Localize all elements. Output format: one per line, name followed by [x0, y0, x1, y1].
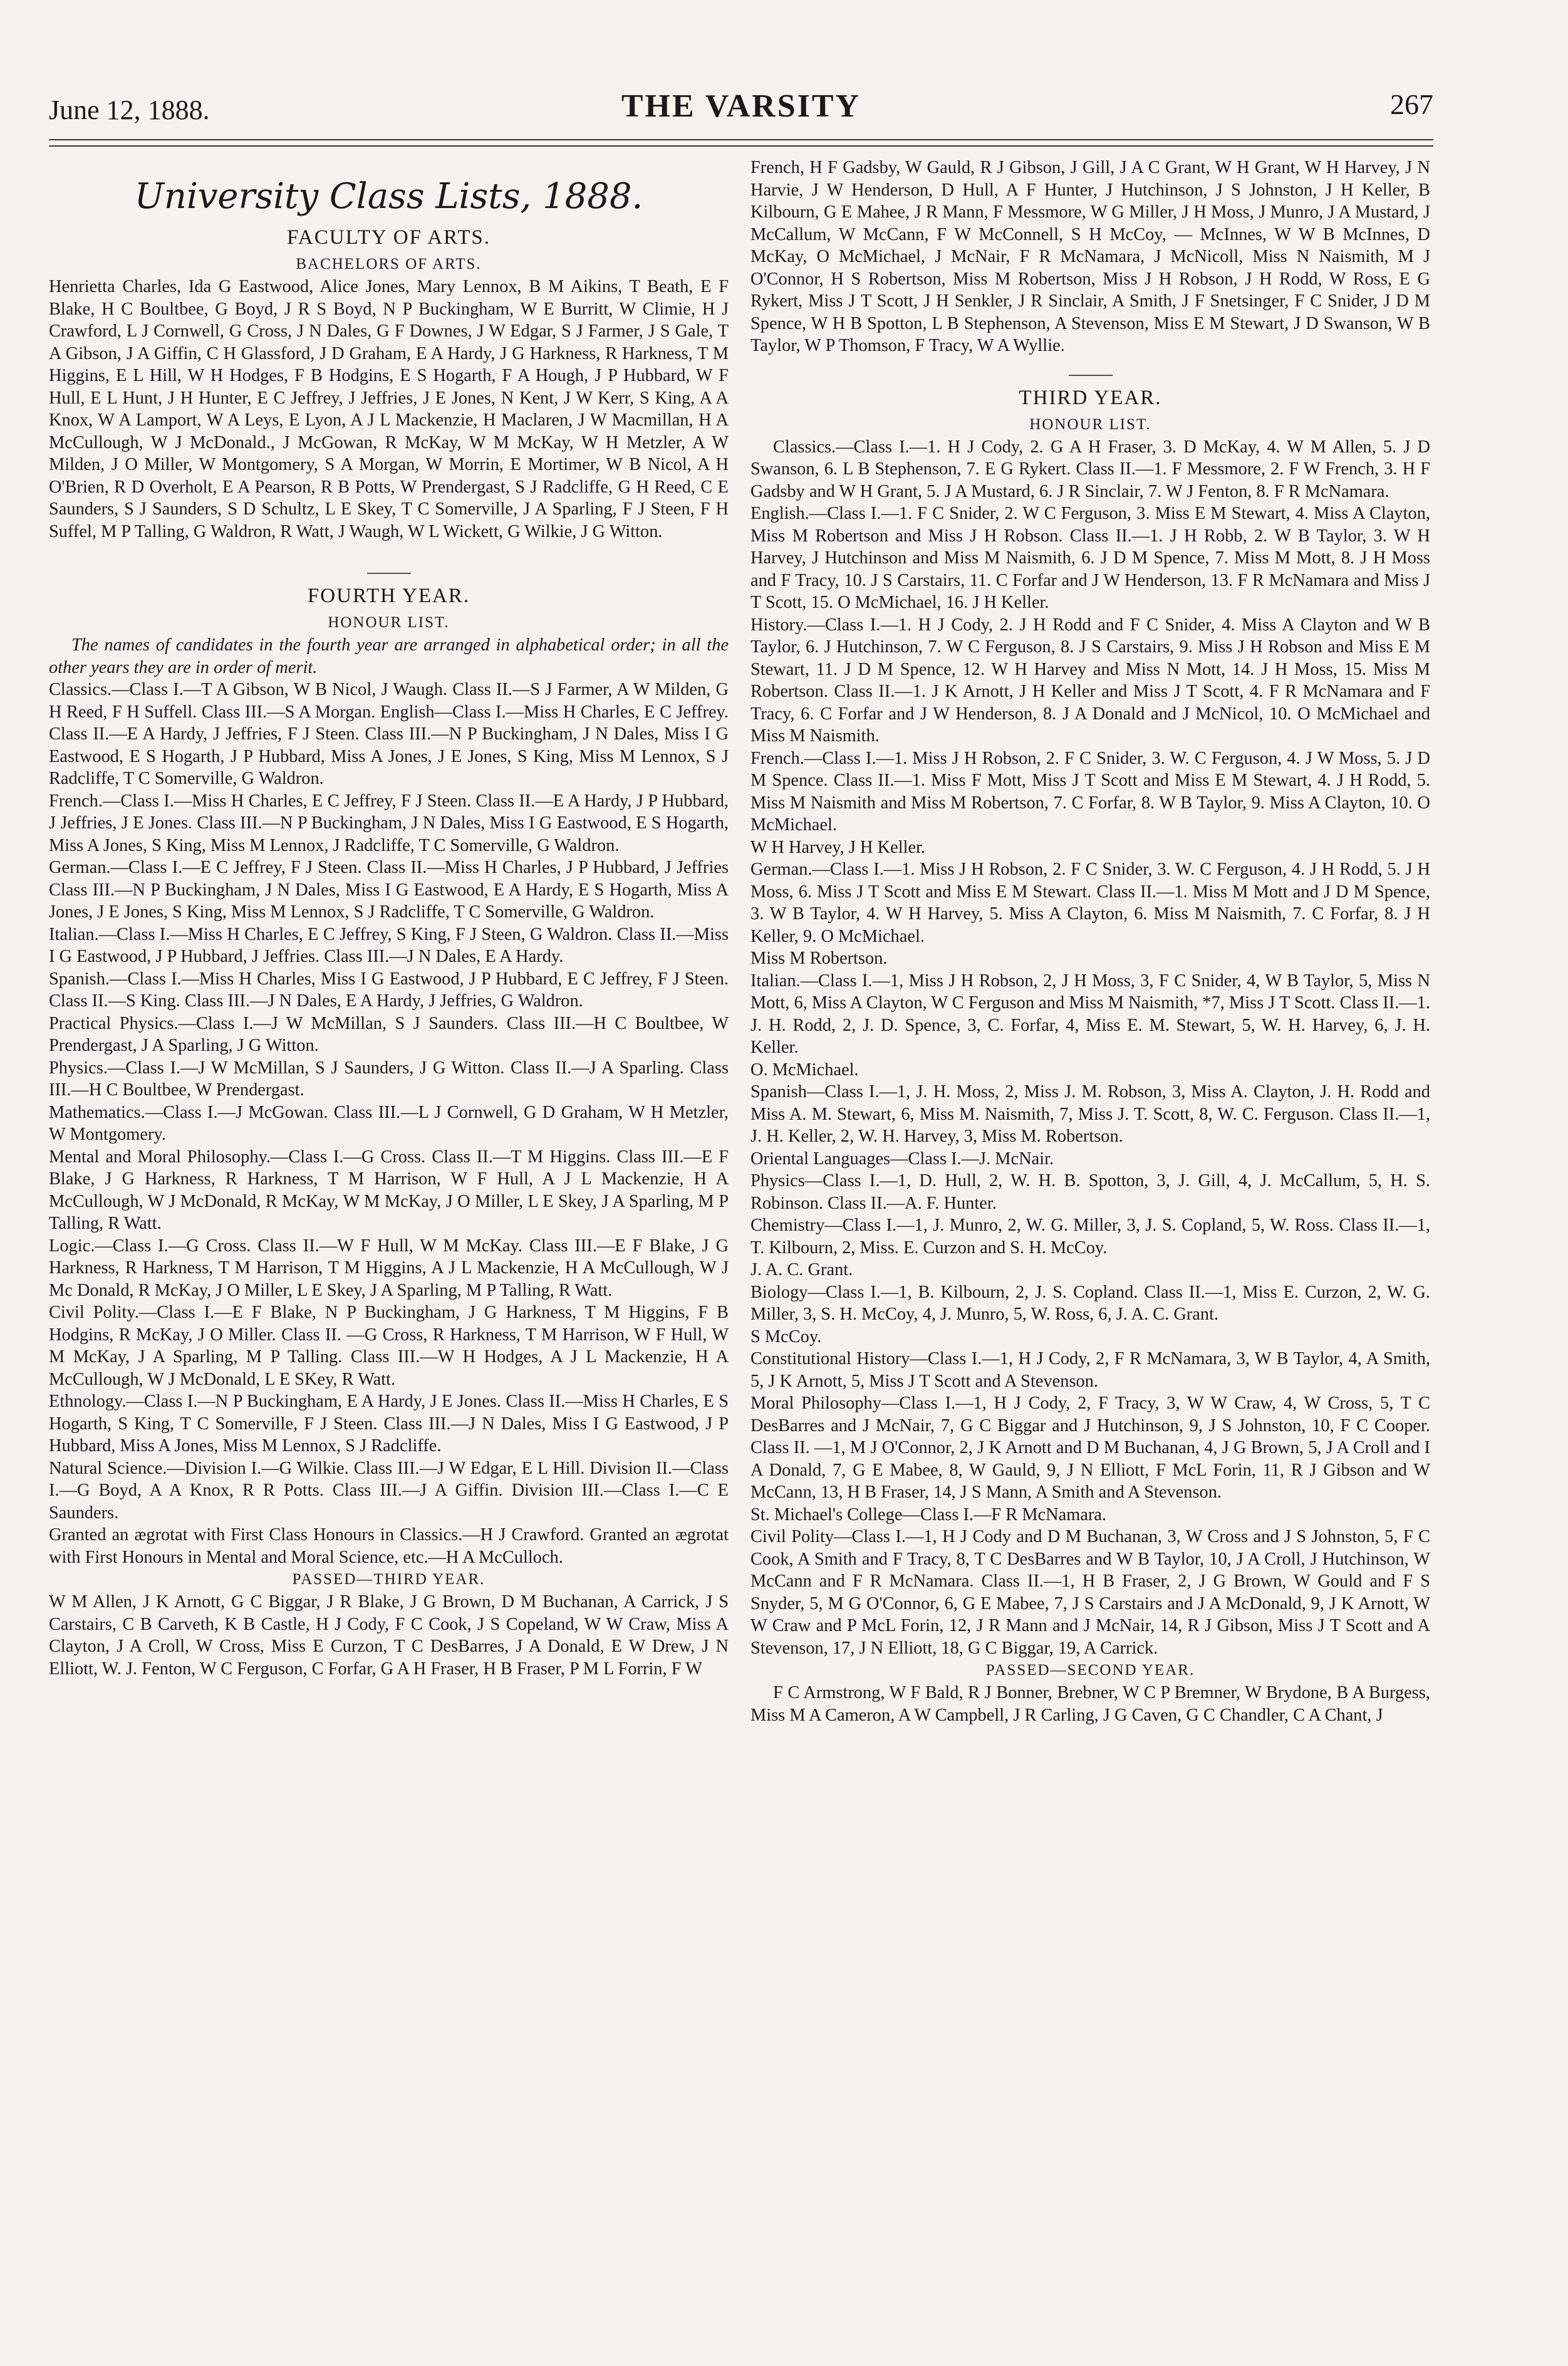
fourth-year-heading: FOURTH YEAR. [307, 585, 470, 607]
paragraph: English.—Class I.—1. F C Snider, 2. W C Ferguson, 3. Miss E M Stewart, 4. Miss A Clayton, Miss M Robertson and Miss J H Robson. Class II.—1. J H Robb, 2. W B Taylor, 3. W H Harvey, J Hutchinson and Miss M Naismith, 6. J D M Spence, 7. Miss M Mott, 8. J H Moss and F Tracy, 10. J S Carstairs, 11. C Forfar and J W Henderson, 13. F R McNamara and Miss J T Scott, 15. O McMichael, 16. J H Keller. [750, 504, 1430, 612]
left-column [49, 157, 729, 2350]
paragraph: Italian.—Class I.—1, Miss J H Robson, 2, J H Moss, 3, F C Snider, 4, W B Taylor, 5, Miss N Mott, 6, Miss A Clayton, W C Ferguson and Miss M Naismith, *7, Miss J T Scott. Class II.—1. J. H. Rodd, 2, J. D. Spence, 3, C. Forfar, 4, Miss E. M. Stewart, 5, W. H. Harvey, 6, J. H. Keller. [750, 971, 1430, 1057]
header-rule [49, 139, 1433, 140]
paragraph: W H Harvey, J H Keller. [750, 837, 926, 857]
paragraph: French, H F Gadsby, W Gauld, R J Gibson, J Gill, J A C Grant, W H Grant, W H Harvey, J N Harvie, J W Henderson, D Hull, A F Hunter, J Hutchinson, J S Johnston, J H Keller, B Kilbourn, G E Mahee, J R Mann, F Messmore, W G Miller, J H Moss, J Munro, J A Mustard, J McCallum, W McCann, F W McConnell, S H McCoy, — McInnes, W W B McInnes, D McKay, O McMichael, J McNair, F R McNamara, J McNicoll, Miss N Naismith, M J O'Connor, H S Robertson, Miss M Robertson, Miss J H Robson, J H Rodd, W Ross, E G Rykert, Miss J T Scott, J H Senkler, J R Sinclair, A Smith, J F Snetsinger, F C Snider, J D M Spence, W H B Spotton, L B Stephenson, A Stevenson, Miss E M Stewart, J D Swanson, W B Taylor, W P Thomson, F Tracy, W A Wyllie. [750, 158, 1430, 355]
paragraph: W M Allen, J K Arnott, G C Biggar, J R Blake, J G Brown, D M Buchanan, A Carrick, J S Carstairs, C B Carveth, K B Castle, H J Cody, F C Cook, J S Copeland, W W Craw, Miss A Clayton, J A Croll, W Cross, Miss E Curzon, T C DesBarres, J A Donald, E W Drew, J N Elliott, W. J. Fenton, W C Ferguson, C Forfar, G A H Fraser, H B Fraser, P M L Forrin, F W [49, 1592, 729, 1679]
paragraph: Civil Polity.—Class I.—E F Blake, N P Buckingham, J G Harkness, T M Higgins, F B Hodgins, R McKay, J O Miller. Class II. —G Cross, R Harkness, T M Harrison, W F Hull, W M McKay, J A Sparling, M P Talling. Class III.—W H Hodges, A J L Mackenzie, H A McCullough, W J McDonald, L E SKey, R Watt. [49, 1303, 729, 1389]
paragraph: Physics—Class I.—1, D. Hull, 2, W. H. B. Spotton, 3, J. Gill, 4, J. McCallum, 5, H. S. Robinson. Class II.—A. F. Hunter. [750, 1171, 1430, 1213]
paragraph: Spanish—Class I.—1, J. H. Moss, 2, Miss J. M. Robson, 3, Miss A. Clayton, J. H. Rodd and Miss A. M. Stewart, 6, Miss M. Naismith, 7, Miss J. T. Scott, 8, W. C. Ferguson. Class II.—1, J. H. Keller, 2, W. H. Harvey, 3, Miss M. Robertson. [750, 1082, 1430, 1146]
divider [1069, 375, 1113, 376]
paragraph: French.—Class I.—Miss H Charles, E C Jeffrey, F J Steen. Class II.—E A Hardy, J P Hubbard, J Jeffries, J E Jones. Class III.—N P Buckingham, J N Dales, Miss I G Eastwood, E S Hogarth, Miss A Jones, S King, Miss M Lennox, J Radcliffe, T C Somerville, G Waldron. [49, 791, 729, 855]
paragraph: German.—Class I.—E C Jeffrey, F J Steen. Class II.—Miss H Charles, J P Hubbard, J Jeffries Class III.—N P Buckingham, J N Dales, Miss I G Eastwood, E A Hardy, E S Hogarth, Miss A Jones, J E Jones, S King, Miss M Lennox, S J Radcliffe, T C Somerville, G Waldron. [49, 858, 729, 922]
paragraph: Physics.—Class I.—J W McMillan, S J Saunders, J G Witton. Class II.—J A Sparling. Class III.—H C Boultbee, W Prendergast. [49, 1058, 729, 1100]
paragraph: Moral Philosophy—Class I.—1, H J Cody, 2, F Tracy, 3, W W Craw, 4, W Cross, 5, T C DesBarres and J McNair, 7, G C Biggar and J Hutchinson, 9, J S Johnston, 10, F C Cooper. Class II. —1, M J O'Connor, 2, J K Arnott and D M Buchanan, 4, J G Brown, 5, J A Croll and I A Donald, 7, G E Mabee, 8, W Gauld, 9, J N Elliott, F McL Forin, 11, R J Gibson and W McCann, 13, H B Fraser, 14, J S Mann, A Smith and A Stevenson. [750, 1394, 1430, 1502]
passed-third-year-heading: PASSED—THIRD YEAR. [292, 1571, 485, 1588]
paragraph: S McCoy. [750, 1326, 822, 1347]
right-column [750, 157, 1430, 2350]
third-year-heading: THIRD YEAR. [1019, 386, 1162, 409]
paragraph: Granted an ægrotat with First Class Honours in Classics.—H J Crawford. Granted an ægrotat with First Honours in Mental and Moral Science, etc.—H A McCulloch. [49, 1525, 729, 1567]
paragraph: Miss M Robertson. [750, 949, 888, 968]
page-header [49, 88, 1433, 138]
paragraph: J. A. C. Grant. [750, 1260, 853, 1279]
paragraph: Italian.—Class I.—Miss H Charles, E C Jeffrey, S King, F J Steen, G Waldron. Class II.—Miss I G Eastwood, J P Hubbard, J Jeffries. Class III.—J N Dales, E A Hardy. [49, 924, 729, 966]
honour-list-heading: HONOUR LIST. [328, 614, 450, 631]
page-number: 267 [1390, 88, 1433, 120]
divider [367, 573, 411, 574]
paragraph: Spanish.—Class I.—Miss H Charles, Miss I G Eastwood, J P Hubbard, E C Jeffrey, F J Steen. Class II.—S King. Class III.—J N Dales, E A Hardy, J Jeffries, G Waldron. [49, 969, 729, 1011]
passed-second-year-heading: PASSED—SECOND YEAR. [985, 1662, 1195, 1679]
faculty-heading: FACULTY OF ARTS. [287, 226, 491, 249]
ordering-note: The names of candidates in the fourth year are arranged in alphabetical order; in all the other years they are in order of merit. [49, 635, 729, 677]
paragraph: Ethnology.—Class I.—N P Buckingham, E A Hardy, J E Jones. Class II.—Miss H Charles, E S Hogarth, S King, T C Somerville, F J Steen. Class III.—J N Dales, Miss I G Eastwood, J P Hubbard, Miss A Jones, Miss M Lennox, S J Radcliffe. [49, 1392, 729, 1456]
paragraph: Oriental Languages—Class I.—J. McNair. [750, 1149, 1054, 1169]
paragraph: O. McMichael. [750, 1060, 859, 1080]
paragraph: History.—Class I.—1. H J Cody, 2. J H Rodd and F C Snider, 4. Miss A Clayton and W B Taylor, 6. J Hutchinson, 7. W C Ferguson, 8. J S Carstairs, 9. Miss J H Robson and Miss E M Stewart, 11. J D M Spence, 12. W H Harvey and Miss N Mott, 14. J H Moss, 15. Miss M Robertson. Class II.—1. J K Arnott, J H Keller and Miss J T Scott, 4. F R McNamara and F Tracy, 6. C Forfar and J W Henderson, 8. J A Donald and J McNicol, 10. O McMichael and Miss M Naismith. [750, 615, 1430, 746]
paragraph: Logic.—Class I.—G Cross. Class II.—W F Hull, W M McKay. Class III.—E F Blake, J G Harkness, R Harkness, T M Harrison, T M Higgins, A J L Mackenzie, H A McCullough, W J Mc Donald, R McKay, J O Miller, L E Skey, J A Sparling, M P Talling, R Watt. [49, 1236, 729, 1300]
paragraph: Constitutional History—Class I.—1, H J Cody, 2, F R McNamara, 3, W B Taylor, 4, A Smith, 5, J K Arnott, 5, Miss J T Scott and A Stevenson. [750, 1349, 1430, 1391]
honour-list-heading: HONOUR LIST. [1029, 415, 1151, 433]
paragraph: German.—Class I.—1. Miss J H Robson, 2. F C Snider, 3. W. C Ferguson, 4. J H Rodd, 5. J H Moss, 6. Miss J T Scott and Miss E M Stewart. Class II.—1. Miss M Mott and J D M Spence, 3. W B Taylor, 4. W H Harvey, 5. Miss A Clayton, 6. Miss M Naismith, 7. C Forfar, 8. J H Keller, 9. O McMichael. [750, 860, 1430, 946]
header-rule-double [49, 145, 1433, 147]
bachelors-heading: BACHELORS OF ARTS. [296, 256, 482, 273]
paragraph: Classics.—Class I.—T A Gibson, W B Nicol, J Waugh. Class II.—S J Farmer, A W Milden, G H Reed, F H Suffell. Class III.—S A Morgan. English—Class I.—Miss H Charles, E C Jeffrey. Class II.—E A Hardy, J Jeffries, F J Steen. Class III.—N P Buckingham, J N Dales, Miss I G Eastwood, E S Hogarth, J P Hubbard, Miss A Jones, J E Jones, S King, Miss M Lennox, S J Radcliffe, T C Somerville, G Waldron. [49, 680, 729, 788]
paragraph: Civil Polity—Class I.—1, H J Cody and D M Buchanan, 3, W Cross and J S Johnston, 5, F C Cook, A Smith and F Tracy, 8, T C DesBarres and W B Taylor, 10, J A Croll, J Hutchinson, W McCann and F R McNamara. Class II.—1, H B Fraser, 2, J G Brown, W Gould and F S Snyder, 5, M G O'Connor, 6, G E Mabee, 7, J S Carstairs and J A McDonald, 9, J K Arnott, W W Craw and P McL Forin, 12, J R Mann and J McNair, 14, R J Gibson, Miss J T Scott and A Stevenson, 17, J N Elliott, 18, G C Biggar, 19, A Carrick. [750, 1527, 1430, 1658]
paragraph: Practical Physics.—Class I.—J W McMillan, S J Saunders. Class III.—H C Boultbee, W Prendergast, J A Sparling, J G Witton. [49, 1013, 729, 1055]
paragraph: Classics.—Class I.—1. H J Cody, 2. G A H Fraser, 3. D McKay, 4. W M Allen, 5. J D Swanson, 6. L B Stephenson, 7. E G Rykert. Class II.—1. F Messmore, 2. F W French, 3. H F Gadsby and W H Grant, 5. J A Mustard, 6. J R Sinclair, 7. W J Fenton, 8. F R McNamara. [750, 437, 1430, 501]
paragraph: Chemistry—Class I.—1, J. Munro, 2, W. G. Miller, 3, J. S. Copland, 5, W. Ross. Class II.—1, T. Kilbourn, 2, Miss. E. Curzon and S. H. McCoy. [750, 1216, 1430, 1258]
paragraph: St. Michael's College—Class I.—F R McNamara. [750, 1504, 1107, 1524]
paragraph: French.—Class I.—1. Miss J H Robson, 2. F C Snider, 3. W. C Ferguson, 4. J W Moss, 5. J D M Spence. Class II.—1. Miss F Mott, Miss J T Scott and Miss E M Stewart, 4. J H Rodd, 5. Miss M Naismith and Miss M Robertson, 7. C Forfar, 8. W B Taylor, 9. Miss A Clayton, 10. O McMichael. [750, 748, 1430, 835]
paragraph: Mathematics.—Class I.—J McGowan. Class III.—L J Cornwell, G D Graham, W H Metzler, W Montgomery. [49, 1102, 729, 1144]
paragraph: Mental and Moral Philosophy.—Class I.—G Cross. Class II.—T M Higgins. Class III.—E F Blake, J G Harkness, R Harkness, T M Harrison, W F Hull, A J L Mackenzie, H A McCullough, W J McDonald, R McKay, W M McKay, J O Miller, L E Skey, J A Sparling, M P Talling, R Watt. [49, 1147, 729, 1233]
paragraph: Natural Science.—Division I.—G Wilkie. Class III.—J W Edgar, E L Hill. Division II.—Class I.—G Boyd, A A Knox, R R Potts. Class III.—J A Giffin. Division III.—Class I.—C E Saunders. [49, 1458, 729, 1523]
paragraph: Biology—Class I.—1, B. Kilbourn, 2, J. S. Copland. Class II.—1, Miss E. Curzon, 2, W. G. Miller, 3, S. H. McCoy, 4, J. Munro, 5, W. Ross, 6, J. A. C. Grant. [750, 1282, 1430, 1324]
bachelors-list: Henrietta Charles, Ida G Eastwood, Alice Jones, Mary Lennox, B M Aikins, T Beath, E F Blake, H C Boultbee, G Boyd, J R S Boyd, N P Buckingham, W E Burritt, W Climie, H J Crawford, L J Cornwell, G Cross, J N Dales, G F Downes, J W Edgar, S J Farmer, J S Gale, T A Gibson, J A Giffin, C H Glassford, J D Graham, E A Hardy, J G Harkness, R Harkness, T M Higgins, E L Hill, W H Hodges, F B Hodgins, E S Hogarth, F A Hough, J P Hubbard, W F Hull, E L Hunt, J H Hunter, E C Jeffrey, J Jeffries, J E Jones, N Kent, J W Kerr, S King, A A Knox, W A Lamport, W A Leys, E Lyon, A J L Mackenzie, H Maclaren, J W Macmillan, H A McCullough, W J McDonald., J McGowan, R McKay, W M McKay, W H Metzler, A W Milden, J O Miller, W Montgomery, S A Morgan, W Morrin, E Mortimer, W B Nicol, A H O'Brien, R D Overholt, E A Pearson, R B Potts, W Prendergast, S J Radcliffe, G H Reed, C E Saunders, S J Saunders, S D Schultz, L E Skey, T C Somerville, J A Sparling, F J Steen, F H Suffel, M P Talling, G Waldron, R Watt, J Waugh, W L Wickett, G Wilkie, J G Witton. [49, 277, 729, 541]
section-heading: University Class Lists, 1888. [134, 176, 643, 217]
journal-title: THE VARSITY [621, 88, 861, 124]
paragraph: F C Armstrong, W F Bald, R J Bonner, Brebner, W C P Bremner, W Brydone, B A Burgess, Miss M A Cameron, A W Campbell, J R Carling, J G Caven, G C Chandler, C A Chant, J [750, 1683, 1430, 1725]
issue-date: June 12, 1888. [49, 95, 210, 125]
